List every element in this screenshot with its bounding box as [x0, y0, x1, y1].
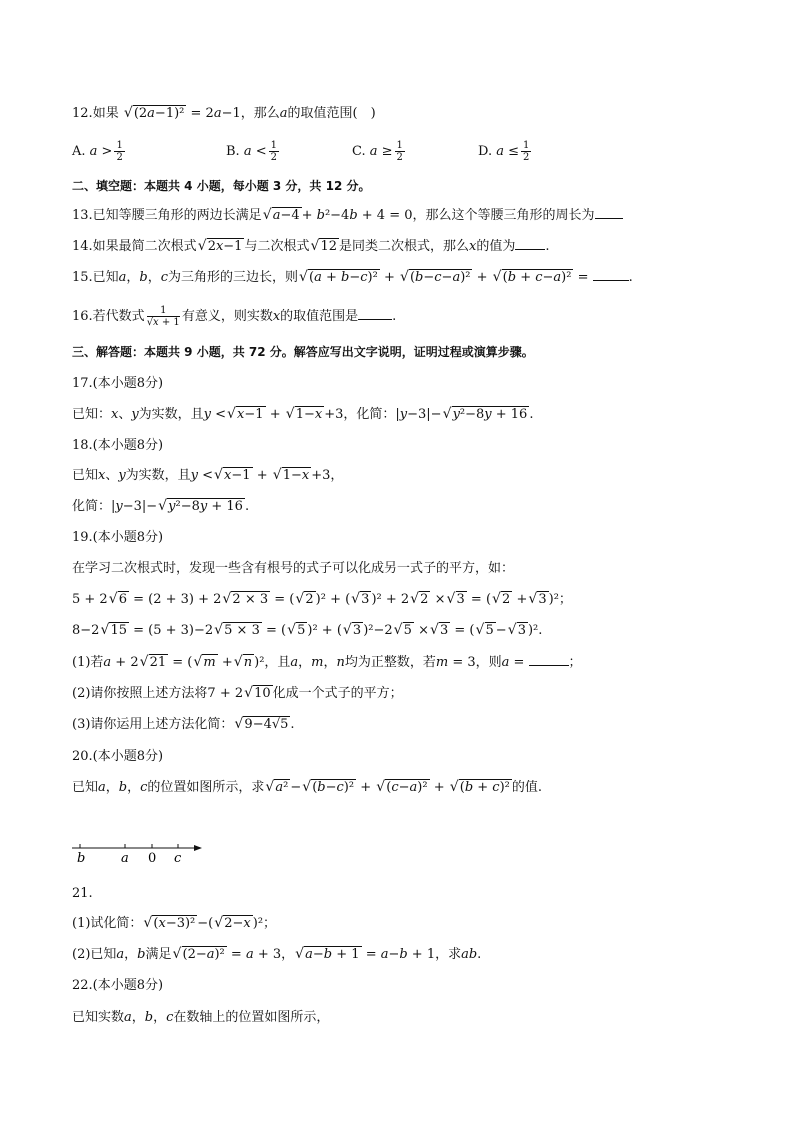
question-19-heading: 19.(本小题8分)	[72, 530, 164, 545]
option-b: B. 𝑎 < $\frac{1}{2}$	[226, 140, 277, 163]
question-21-heading: 21.	[72, 886, 93, 901]
question-21-part-1: (1)试化简： √ (𝑥−3)² −( √ 2−𝑥 )²；	[72, 915, 277, 931]
question-19-part-2: (2)请你按照上述方法将7 + 2 √ 10 化成一个式子的平方；	[72, 685, 403, 701]
label-a: 𝑎	[121, 851, 129, 866]
question-13: 13.已知等腰三角形的两边长满足 √ 𝑎−4 + 𝑏²−4𝑏 + 4 = 0，那么这个等腰三角形的周长为	[72, 206, 623, 226]
question-19-intro: 在学习二次根式时，发现一些含有根号的式子可以化成另一式子的平方，如：	[72, 561, 515, 576]
question-17: 已知：𝑥、𝑦为实数，且𝑦 < √ 𝑥−1 + √ 1−𝑥 +3，化简：|𝑦−3|− √ 𝑦²−8𝑦 + 16 .	[72, 406, 534, 422]
label-c: 𝑐	[174, 851, 182, 866]
question-21-part-2: (2)已知𝑎，𝑏满足 √ (2−𝑎)² = 𝑎 + 3， √ 𝑎−𝑏 + 1 = 𝑎−𝑏 + 1，求𝑎𝑏.	[72, 946, 482, 962]
question-17-heading: 17.(本小题8分)	[72, 376, 164, 391]
question-14: 14.如果最简二次根式 √ 2𝑥−1 与二次根式 √ 12 是同类二次根式，那么𝑥的值为 .	[72, 238, 550, 254]
question-16: 16.若代数式 $\frac{1}{\text{√𝑥 + 1}}$ 有意义，则实数𝑥的取值范围是 .	[72, 305, 397, 328]
question-18-line1: 已知𝑥、𝑦为实数，且𝑦 < √ 𝑥−1 + √ 1−𝑥 +3，	[72, 467, 344, 483]
answer-blank	[358, 319, 392, 320]
question-18-line2: 化简：|𝑦−3|− √ 𝑦²−8𝑦 + 16 .	[72, 498, 250, 514]
option-c: C. 𝑎 ≥ $\frac{1}{2}$	[352, 140, 403, 163]
answer-blank	[529, 665, 569, 666]
question-19-part-3: (3)请你运用上述方法化简： √ 9−4√5 .	[72, 716, 295, 732]
question-19-example-1: 5 + 2 √ 6 = (2 + 3) + 2 √ 2 × 3 = ( √ 2 )² + ( √ 3 )² + 2 √ 2 × √ 3 = ( √ 2 + √ 3 )²；	[72, 591, 572, 607]
question-18-heading: 18.(本小题8分)	[72, 438, 164, 453]
question-12-options	[72, 140, 672, 164]
question-20: 已知𝑎，𝑏，𝑐的位置如图所示，求 √ 𝑎² − √ (𝑏−𝑐)² + √ (𝑐−𝑎)² + √ (𝑏 + 𝑐)² 的值.	[72, 779, 543, 795]
answer-blank	[595, 218, 623, 219]
label-b: 𝑏	[77, 851, 86, 866]
question-22: 已知实数𝑎，𝑏，𝑐在数轴上的位置如图所示，	[72, 1010, 330, 1025]
question-19-example-2: 8−2 √ 15 = (5 + 3)−2 √ 5 × 3 = ( √ 5 )² + ( √ 3 )²−2 √ 5 × √ 3 = ( √ 5 − √ 3 )².	[72, 622, 543, 638]
answer-blank	[515, 249, 545, 250]
section-heading-fill-in: 二、填空题：本题共 4 小题，每小题 3 分，共 12 分。	[72, 179, 371, 193]
arrow-head-icon	[194, 845, 202, 851]
answer-blank	[593, 280, 629, 281]
question-19-part-1: (1)若𝑎 + 2 √ 21 = ( √ 𝑚 + √ 𝑛 )²，且𝑎，𝑚，𝑛均为正整数，若𝑚 = 3，则𝑎 = ；	[72, 654, 582, 670]
label-zero: 0	[148, 851, 157, 866]
question-20-heading: 20.(本小题8分)	[72, 749, 164, 764]
radical: √ (2𝑎−1)²	[123, 105, 185, 121]
option-a: A. 𝑎 > $\frac{1}{2}$	[72, 140, 123, 163]
number-line-figure	[70, 838, 210, 868]
option-d: D. 𝑎 ≤ $\frac{1}{2}$	[478, 140, 530, 163]
question-15: 15.已知𝑎，𝑏，𝑐为三角形的三边长，则 √ (𝑎 + 𝑏−𝑐)² + √ (𝑏−𝑐−𝑎)² + √ (𝑏 + 𝑐−𝑎)² = .	[72, 269, 633, 285]
question-12: 12.如果 √ (2𝑎−1)² = 2𝑎−1，那么𝑎的取值范围( )	[72, 104, 376, 124]
section-heading-solutions: 三、解答题：本题共 9 小题，共 72 分。解答应写出文字说明，证明过程或演算步骤。	[72, 345, 534, 359]
question-22-heading: 22.(本小题8分)	[72, 978, 164, 993]
